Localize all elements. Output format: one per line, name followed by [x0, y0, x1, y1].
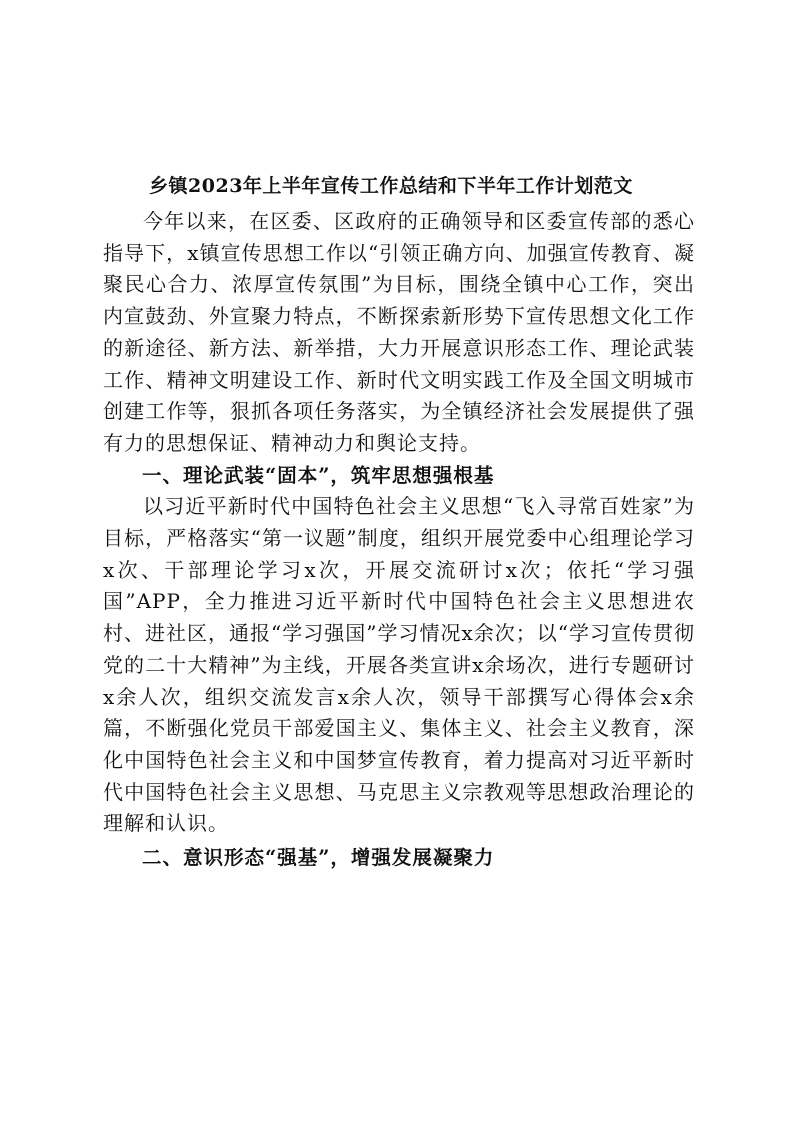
document-title: 乡镇2023年上半年宣传工作总结和下半年工作计划范文: [149, 175, 633, 197]
intro-paragraph: 今年以来，在区委、区政府的正确领导和区委宣传部的悉心指导下，x镇宣传思想工作以“引领正确方向、加强宣传教育、凝聚民心合力、浓厚宣传氛围”为目标，围绕全镇中心工作，突出内宣鼓劲、外宣聚力特点，不断探索新形势下宣传思想文化工作的新途径、新方法、新举措，大力开展意识形态工作、理论武装工作、精神文明建设工作、新时代文明实践工作及全国文明城市创建工作等，狠抓各项任务落实，为全镇经济社会发展提供了强有力的思想保证、精神动力和舆论支持。: [103, 209, 695, 455]
section-1-heading: 一、理论武装“固本”，筑牢思想强根基: [142, 463, 495, 487]
section-2-heading: 二、意识形态“强基”，增强发展凝聚力: [142, 846, 495, 870]
section-1-paragraph: 以习近平新时代中国特色社会主义思想“飞入寻常百姓家”为目标，严格落实“第一议题”制度，组织开展党委中心组理论学习x次、干部理论学习x次，开展交流研讨x次；依托“学习强国”APP，全力推进习近平新时代中国特色社会主义思想进农村、进社区，通报“学习强国”学习情况x余次；以“学习宣传贯彻党的二十大精神”为主线，开展各类宣讲x余场次，进行专题研讨x余人次，组织交流发言x余人次，领导干部撰写心得体会x余篇，不断强化党员干部爱国主义、集体主义、社会主义教育，深化中国特色社会主义和中国梦宣传教育，着力提高对习近平新时代中国特色社会主义思想、马克思主义宗教观等思想政治理论的理解和认识。: [103, 494, 695, 836]
document-content: [103, 174, 695, 874]
